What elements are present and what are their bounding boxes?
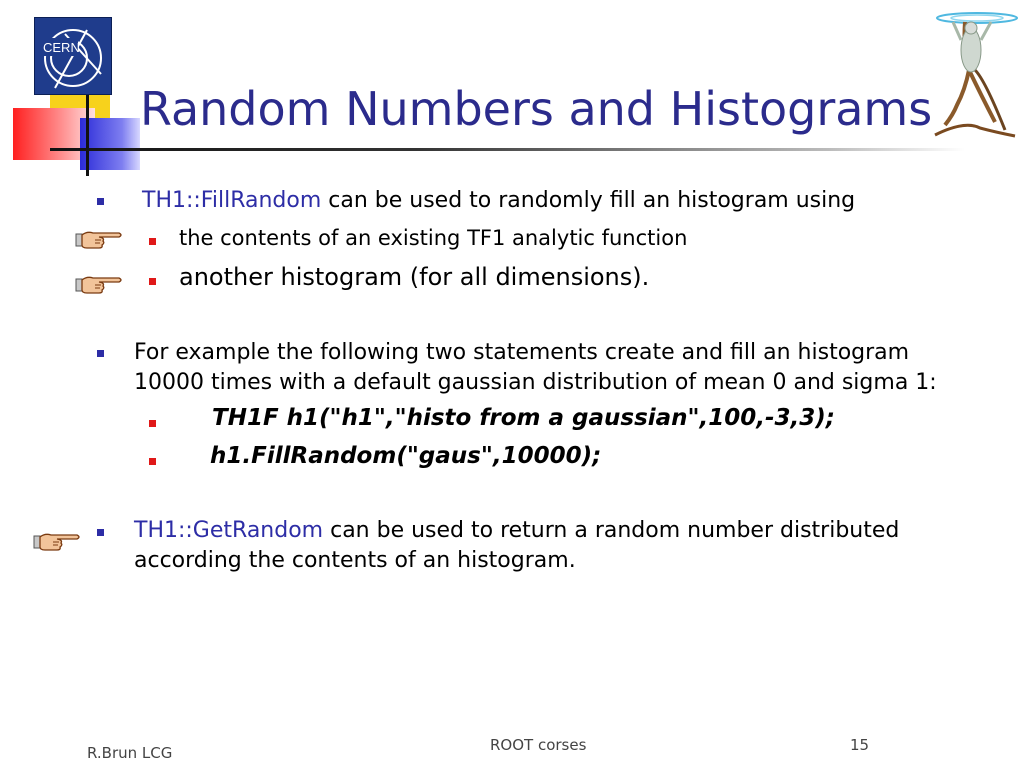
bullet-getrandom	[134, 516, 899, 546]
code-th1f: TH1F h1("h1","histo from a gaussian",100,-3,3);	[212, 405, 835, 431]
slide-title: Random Numbers and Histograms	[140, 82, 933, 136]
footer-author: R.Brun LCG	[87, 744, 173, 762]
sub-bullet-histogram: another histogram (for all dimensions).	[179, 263, 650, 291]
bullet-example-line2: 10000 times with a default gaussian distribution of mean 0 and sigma 1:	[134, 370, 937, 395]
square-bullet-icon	[97, 198, 104, 205]
square-bullet-icon	[97, 529, 104, 536]
atlas-figure-icon	[925, 10, 1020, 140]
cern-logo-text: CERN	[43, 40, 80, 55]
decor-vertical-line	[86, 90, 89, 176]
title-underline	[50, 148, 965, 151]
pointing-hand-icon	[75, 273, 123, 297]
cern-logo-graphic	[35, 18, 111, 94]
square-bullet-icon	[149, 278, 156, 285]
square-bullet-icon	[149, 420, 156, 427]
pointing-hand-icon	[33, 530, 81, 554]
fillrandom-desc: can be used to randomly fill an histogram using	[321, 188, 856, 213]
getrandom-link-text: TH1::GetRandom	[134, 518, 324, 543]
footer-title: ROOT corses	[490, 736, 587, 754]
pointing-hand-icon	[75, 228, 123, 252]
square-bullet-icon	[97, 350, 104, 357]
getrandom-desc: can be used to return a random number distributed	[323, 518, 900, 543]
bullet-fillrandom	[142, 186, 855, 216]
bullet-getrandom-line2: according the contents of an histogram.	[134, 548, 576, 573]
decor-blue-square	[80, 118, 140, 170]
cern-logo	[34, 17, 112, 95]
page-number: 15	[850, 736, 870, 754]
square-bullet-icon	[149, 458, 156, 465]
fillrandom-link-text: TH1::FillRandom	[142, 188, 322, 213]
code-fillrandom: h1.FillRandom("gaus",10000);	[210, 443, 602, 469]
bullet-example-line1: For example the following two statements create and fill an histogram	[134, 340, 910, 365]
sub-bullet-tf1: the contents of an existing TF1 analytic function	[179, 226, 688, 250]
square-bullet-icon	[149, 238, 156, 245]
